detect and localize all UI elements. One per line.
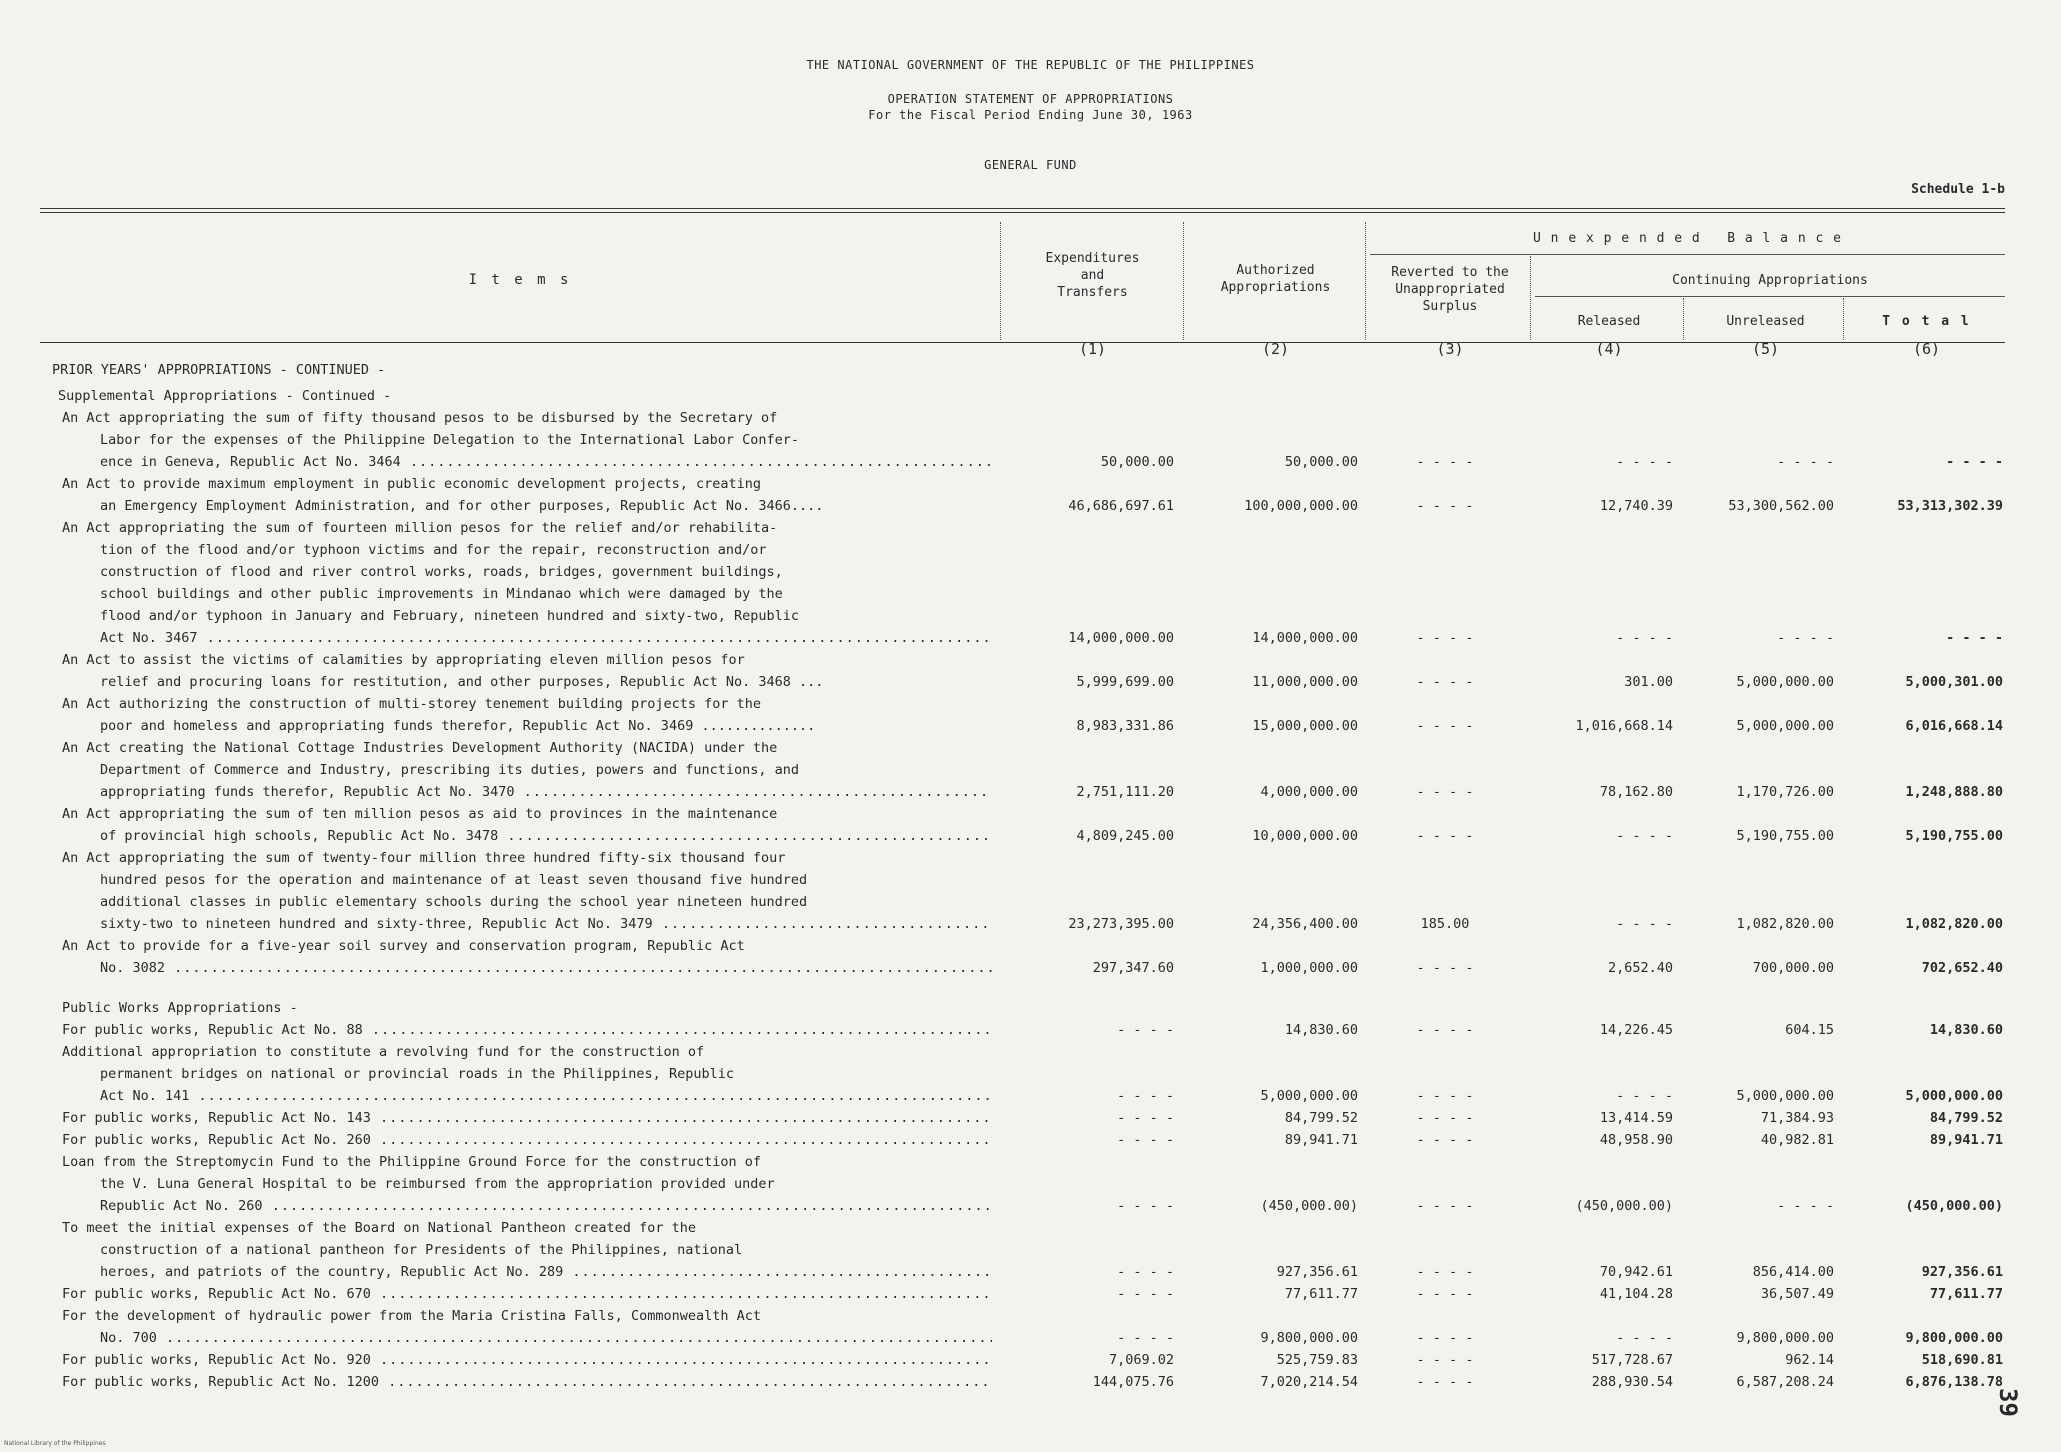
item-text: For public works, Republic Act No. 1200 ..... — [62, 1374, 992, 1390]
value-reverted: - - - - — [1416, 1088, 1474, 1104]
value-total: (450,000.00) — [1905, 1198, 2003, 1214]
col-divider — [1000, 222, 1001, 340]
value-released: 2,652.40 — [1607, 960, 1673, 976]
value-reverted: - - - - — [1416, 1352, 1474, 1368]
col-divider — [1365, 222, 1366, 340]
value-unreleased: 40,982.81 — [1760, 1132, 1834, 1148]
value-unreleased: 604.15 — [1785, 1022, 1834, 1038]
value-reverted: - - - - — [1416, 1264, 1474, 1280]
item-text: Department of Commerce and Industry, prescribing its duties, powers and functions, and — [100, 762, 799, 778]
column-number: (3) — [1436, 340, 1464, 358]
column-number: (2) — [1261, 340, 1290, 358]
item-text: the V. Luna General Hospital to be reimbursed from the appropriation provided under — [100, 1176, 775, 1192]
value-released: 288,930.54 — [1591, 1374, 1673, 1390]
value-released: - - - - — [1616, 828, 1673, 844]
value-unreleased: 962.14 — [1785, 1352, 1834, 1368]
header-text: Surplus — [1422, 299, 1478, 314]
item-text: flood and/or typhoon in January and February, nineteen hundred and sixty-two, Republic — [100, 608, 799, 624]
value-unreleased: 36,507.49 — [1760, 1286, 1834, 1302]
continuing-header: Continuing Appropriations — [1672, 273, 1868, 288]
value-total: 14,830.60 — [1929, 1022, 2003, 1038]
item-text: An Act appropriating the sum of fifty thousand pesos to be disbursed by the Secretary of — [62, 410, 778, 426]
value-released: 70,942.61 — [1599, 1264, 1673, 1280]
value-expenditures: 50,000.00 — [1100, 454, 1174, 470]
item-text: An Act to assist the victims of calamities by appropriating eleven million pesos for — [62, 652, 745, 668]
value-released: - - - - — [1616, 916, 1673, 932]
item-text: tion of the flood and/or typhoon victims and for the repair, reconstruction and/or — [100, 542, 767, 558]
item-text: ence in Geneva, Republic Act No. 3464 ..... — [100, 454, 992, 470]
authorized-header — [1188, 262, 1363, 296]
item-text: Act No. 141 ..... — [100, 1088, 992, 1104]
value-unreleased: - - - - — [1777, 1198, 1834, 1214]
value-expenditures: - - - - — [1117, 1132, 1174, 1148]
value-total: 1,248,888.80 — [1905, 784, 2003, 800]
value-released: - - - - — [1616, 454, 1673, 470]
value-released: 517,728.67 — [1591, 1352, 1673, 1368]
value-reverted: - - - - — [1416, 1286, 1474, 1302]
value-expenditures: 2,751,111.20 — [1076, 784, 1174, 800]
value-unreleased: 6,587,208.24 — [1736, 1374, 1834, 1390]
value-authorized: 5,000,000.00 — [1260, 1088, 1358, 1104]
value-authorized: 7,020,214.54 — [1260, 1374, 1358, 1390]
value-authorized: 9,800,000.00 — [1260, 1330, 1358, 1346]
header-text: Authorized — [1236, 263, 1315, 278]
subsection-heading: Supplemental Appropriations - Continued - — [58, 388, 392, 404]
item-text: An Act creating the National Cottage Industries Development Authority (NACIDA) under the — [62, 740, 778, 756]
value-total: - - - - — [1946, 454, 2003, 470]
item-text: No. 3082 ..... — [100, 960, 992, 976]
value-unreleased: 5,000,000.00 — [1736, 1088, 1834, 1104]
value-authorized: 14,830.60 — [1284, 1022, 1358, 1038]
value-authorized: 50,000.00 — [1284, 454, 1358, 470]
value-authorized: 4,000,000.00 — [1260, 784, 1358, 800]
item-text: hundred pesos for the operation and maintenance of at least seven thousand five hundred — [100, 872, 808, 888]
col-divider — [1683, 298, 1684, 340]
header-text: Reverted to the — [1391, 265, 1509, 280]
value-expenditures: - - - - — [1117, 1330, 1174, 1346]
continuing-rule — [1535, 296, 2005, 297]
value-expenditures: - - - - — [1117, 1022, 1174, 1038]
item-text: An Act appropriating the sum of fourteen million pesos for the relief and/or rehabilita- — [62, 520, 778, 536]
value-released: - - - - — [1616, 630, 1673, 646]
value-released: (450,000.00) — [1575, 1198, 1673, 1214]
item-text: permanent bridges on national or provincial roads in the Philippines, Republic — [100, 1066, 734, 1082]
subsection-heading: Public Works Appropriations - — [62, 1000, 298, 1016]
value-authorized: 24,356,400.00 — [1252, 916, 1358, 932]
value-reverted: - - - - — [1416, 1330, 1474, 1346]
item-text: Loan from the Streptomycin Fund to the Philippine Ground Force for the construction of — [62, 1154, 761, 1170]
value-expenditures: 144,075.76 — [1092, 1374, 1174, 1390]
item-text: For public works, Republic Act No. 260 ..... — [62, 1132, 992, 1148]
value-reverted: - - - - — [1416, 674, 1474, 690]
value-authorized: 84,799.52 — [1284, 1110, 1358, 1126]
item-text: An Act to provide for a five-year soil survey and conservation program, Republic Act — [62, 938, 745, 954]
value-total: 6,016,668.14 — [1905, 718, 2003, 734]
item-text: additional classes in public elementary schools during the school year nineteen hundred — [100, 894, 808, 910]
value-released: 13,414.59 — [1599, 1110, 1673, 1126]
value-total: 927,356.61 — [1921, 1264, 2003, 1280]
value-unreleased: - - - - — [1777, 454, 1834, 470]
value-total: 5,000,301.00 — [1905, 674, 2003, 690]
value-released: 78,162.80 — [1599, 784, 1673, 800]
unexpended-balance-header: U n e x p e n d e d B a l a n c e — [1533, 231, 1842, 246]
item-text: Additional appropriation to constitute a revolving fund for the construction of — [62, 1044, 705, 1060]
item-text: For public works, Republic Act No. 88 ..... — [62, 1022, 992, 1038]
value-authorized: 15,000,000.00 — [1252, 718, 1358, 734]
item-text: An Act to provide maximum employment in public economic development projects, creating — [62, 476, 761, 492]
value-reverted: - - - - — [1416, 1132, 1474, 1148]
value-reverted: - - - - — [1416, 718, 1474, 734]
value-total: 518,690.81 — [1921, 1352, 2003, 1368]
value-released: 1,016,668.14 — [1575, 718, 1673, 734]
item-text: To meet the initial expenses of the Board on National Pantheon created for the — [62, 1220, 696, 1236]
value-released: 41,104.28 — [1599, 1286, 1673, 1302]
column-number: (4) — [1595, 340, 1623, 358]
value-expenditures: 14,000,000.00 — [1068, 630, 1174, 646]
value-unreleased: 71,384.93 — [1760, 1110, 1834, 1126]
value-expenditures: 4,809,245.00 — [1076, 828, 1174, 844]
value-total: 77,611.77 — [1929, 1286, 2003, 1302]
item-text: construction of flood and river control works, roads, bridges, government buildings, — [100, 564, 783, 580]
value-unreleased: 5,190,755.00 — [1736, 828, 1834, 844]
unreleased-header: Unreleased — [1726, 314, 1805, 329]
header-text: Unappropriated — [1395, 282, 1505, 297]
total-header: T o t a l — [1882, 314, 1971, 329]
value-authorized: 100,000,000.00 — [1244, 498, 1358, 514]
value-released: 48,958.90 — [1599, 1132, 1673, 1148]
value-total: 1,082,820.00 — [1905, 916, 2003, 932]
item-text: of provincial high schools, Republic Act No. 3478 ..... — [100, 828, 992, 844]
value-expenditures: - - - - — [1117, 1088, 1174, 1104]
value-expenditures: 8,983,331.86 — [1076, 718, 1174, 734]
value-reverted: - - - - — [1416, 454, 1474, 470]
schedule-label: Schedule 1-b — [1911, 182, 2005, 197]
value-expenditures: 23,273,395.00 — [1068, 916, 1174, 932]
value-reverted: - - - - — [1416, 1374, 1474, 1390]
statement-title: OPERATION STATEMENT OF APPROPRIATIONS — [887, 92, 1174, 106]
value-unreleased: 1,082,820.00 — [1736, 916, 1834, 932]
value-total: 89,941.71 — [1929, 1132, 2003, 1148]
item-text: For public works, Republic Act No. 670 ..... — [62, 1286, 992, 1302]
value-unreleased: 5,000,000.00 — [1736, 718, 1834, 734]
value-released: 301.00 — [1624, 674, 1673, 690]
value-total: 6,876,138.78 — [1905, 1374, 2003, 1390]
value-reverted: - - - - — [1416, 1110, 1474, 1126]
fiscal-period: For the Fiscal Period Ending June 30, 1963 — [868, 108, 1193, 122]
col-divider — [1530, 256, 1531, 340]
value-total: 702,652.40 — [1921, 960, 2003, 976]
value-expenditures: 7,069.02 — [1108, 1352, 1174, 1368]
value-unreleased: 5,000,000.00 — [1736, 674, 1834, 690]
item-text: Act No. 3467 ..... — [100, 630, 992, 646]
item-text: school buildings and other public improvements in Mindanao which were damaged by the — [100, 586, 783, 602]
column-number: (5) — [1751, 340, 1780, 358]
unexpended-rule — [1370, 254, 2005, 255]
value-reverted: - - - - — [1416, 960, 1474, 976]
item-text: An Act authorizing the construction of multi-storey tenement building projects for the — [62, 696, 761, 712]
header-text: Appropriations — [1220, 280, 1331, 295]
value-unreleased: - - - - — [1777, 630, 1834, 646]
archive-footer: National Library of the Philippines — [4, 1440, 106, 1447]
item-text: heroes, and patriots of the country, Republic Act No. 289 ..... — [100, 1264, 992, 1280]
value-reverted: - - - - — [1416, 498, 1474, 514]
value-total: 53,313,302.39 — [1897, 498, 2003, 514]
item-text: appropriating funds therefor, Republic Act No. 3470 ..... — [100, 784, 992, 800]
value-reverted: - - - - — [1416, 828, 1474, 844]
value-authorized: (450,000.00) — [1260, 1198, 1358, 1214]
value-unreleased: 53,300,562.00 — [1728, 498, 1834, 514]
item-text: For public works, Republic Act No. 920 ..... — [62, 1352, 992, 1368]
value-reverted: - - - - — [1416, 784, 1474, 800]
item-text: For public works, Republic Act No. 143 ..... — [62, 1110, 992, 1126]
value-total: 84,799.52 — [1929, 1110, 2003, 1126]
header-text: and — [1080, 268, 1105, 283]
value-authorized: 927,356.61 — [1276, 1264, 1358, 1280]
item-text: poor and homeless and appropriating funds therefor, Republic Act No. 3469 .............. — [100, 718, 816, 734]
value-total: 5,190,755.00 — [1905, 828, 2003, 844]
value-expenditures: 46,686,697.61 — [1068, 498, 1174, 514]
item-text: relief and procuring loans for restitution, and other purposes, Republic Act No. 3468 ... — [100, 674, 824, 690]
value-released: 12,740.39 — [1599, 498, 1673, 514]
value-expenditures: 297,347.60 — [1092, 960, 1174, 976]
value-unreleased: 9,800,000.00 — [1736, 1330, 1834, 1346]
value-authorized: 1,000,000.00 — [1260, 960, 1358, 976]
item-text: an Emergency Employment Administration, and for other purposes, Republic Act No. 3466.... — [100, 498, 824, 514]
items-header: I t e m s — [468, 272, 572, 288]
page-number: 39 — [1994, 1388, 2022, 1417]
column-number: (6) — [1912, 340, 1941, 358]
value-total: 5,000,000.00 — [1905, 1088, 2003, 1104]
value-expenditures: 5,999,699.00 — [1076, 674, 1174, 690]
value-released: 14,226.45 — [1599, 1022, 1673, 1038]
header-rule-top — [40, 208, 2005, 209]
value-authorized: 77,611.77 — [1284, 1286, 1358, 1302]
value-reverted: - - - - — [1416, 1022, 1474, 1038]
value-expenditures: - - - - — [1117, 1286, 1174, 1302]
header-text: Transfers — [1057, 285, 1128, 300]
value-released: - - - - — [1616, 1330, 1673, 1346]
value-total: 9,800,000.00 — [1905, 1330, 2003, 1346]
value-reverted: - - - - — [1416, 1198, 1474, 1214]
column-number: (1) — [1078, 340, 1107, 358]
item-text: For the development of hydraulic power from the Maria Cristina Falls, Commonwealth Act — [62, 1308, 761, 1324]
item-text: Labor for the expenses of the Philippine Delegation to the International Labor Confer- — [100, 432, 799, 448]
value-authorized: 89,941.71 — [1284, 1132, 1358, 1148]
item-text: Republic Act No. 260 ..... — [100, 1198, 992, 1214]
expenditures-header — [1005, 250, 1180, 301]
fund-name: GENERAL FUND — [984, 158, 1077, 172]
value-authorized: 11,000,000.00 — [1252, 674, 1358, 690]
value-expenditures: - - - - — [1117, 1110, 1174, 1126]
item-text: construction of a national pantheon for Presidents of the Philippines, national — [100, 1242, 743, 1258]
value-total: - - - - — [1946, 630, 2003, 646]
value-reverted: - - - - — [1416, 630, 1474, 646]
value-unreleased: 700,000.00 — [1752, 960, 1834, 976]
reverted-header — [1370, 264, 1530, 315]
value-authorized: 14,000,000.00 — [1252, 630, 1358, 646]
section-heading: PRIOR YEARS' APPROPRIATIONS - CONTINUED - — [52, 362, 386, 378]
value-released: - - - - — [1616, 1088, 1673, 1104]
government-title: THE NATIONAL GOVERNMENT OF THE REPUBLIC OF THE PHILIPPINES — [806, 58, 1255, 72]
col-divider — [1843, 298, 1844, 340]
header-rule-top-2 — [40, 212, 2005, 213]
value-unreleased: 856,414.00 — [1752, 1264, 1834, 1280]
item-text: An Act appropriating the sum of twenty-four million three hundred fifty-six thousand four — [62, 850, 786, 866]
value-reverted: 185.00 — [1420, 916, 1470, 932]
released-header: Released — [1577, 314, 1641, 329]
item-text: sixty-two to nineteen hundred and sixty-three, Republic Act No. 3479 ..... — [100, 916, 992, 932]
value-authorized: 10,000,000.00 — [1252, 828, 1358, 844]
value-authorized: 525,759.83 — [1276, 1352, 1358, 1368]
value-unreleased: 1,170,726.00 — [1736, 784, 1834, 800]
item-text: No. 700 ..... — [100, 1330, 992, 1346]
value-expenditures: - - - - — [1117, 1198, 1174, 1214]
item-text: An Act appropriating the sum of ten million pesos as aid to provinces in the maintenance — [62, 806, 778, 822]
value-expenditures: - - - - — [1117, 1264, 1174, 1280]
col-divider — [1183, 222, 1184, 340]
header-text: Expenditures — [1045, 251, 1140, 266]
